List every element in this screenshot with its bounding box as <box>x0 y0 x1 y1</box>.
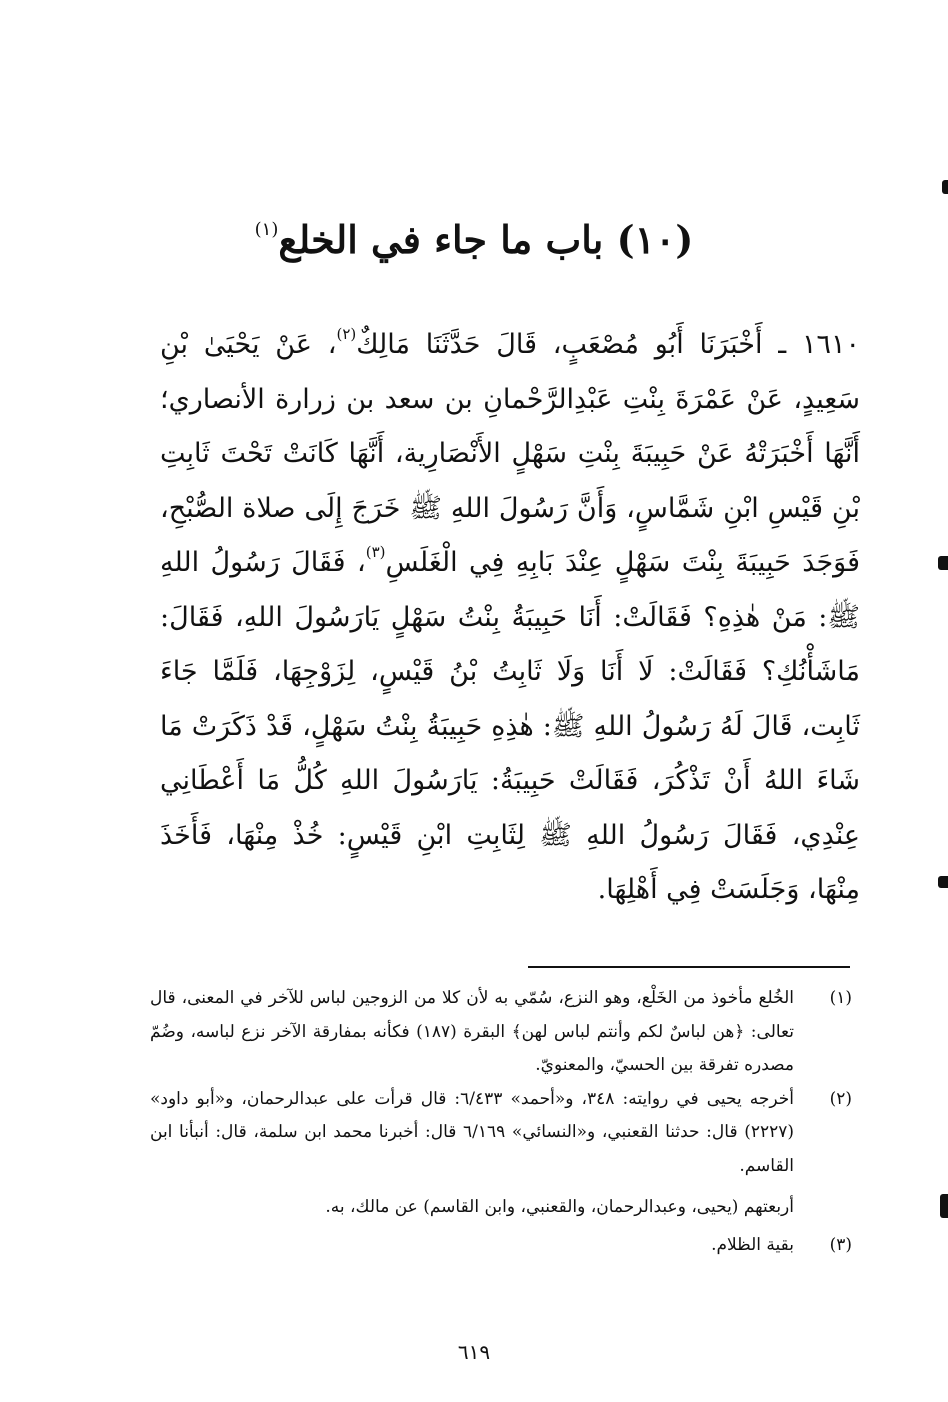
hadith-footnote-ref-3: (٣) <box>365 543 386 561</box>
hadith-text <box>160 318 860 918</box>
footnote-1 <box>150 982 852 1083</box>
page-number: ٦١٩ <box>457 1340 491 1364</box>
footnote-2-continuation: أربعتهم (يحيى، وعبدالرحمان، والقعنبي، وابن القاسم) عن مالك، به. <box>325 1197 794 1217</box>
scan-edge-mark <box>942 180 948 194</box>
hadith-footnote-ref-2: (٢) <box>336 325 357 343</box>
scan-edge-mark <box>938 556 948 570</box>
footnote-number: (٣) <box>829 1234 852 1255</box>
hadith-text-part-2: ، عَنْ يَحْيَىٰ بْنِ سَعِيدٍ، عَنْ عَمْرَةَ بِنْتِ عَبْدِالرَّحْمانِ بن سعد بن زرارة الأنصاري؛ أَنَّهَا أَخْبَرَتْهُ عَنْ حَبِيبَةَ بِنْتِ سَهْلٍ الأَنْصَارِية، أَنَّهَا كَانَتْ تَحْتَ ثَابِتِ بْنِ قَيْسِ ابْنِ شَمَّاسٍ، وَأَنَّ رَسُولَ اللهِ ﷺ خَرَجَ إِلَى صلاة الصُّبْحِ، فَوَجَدَ حَبِيبَةَ بِنْتَ سَهْلٍ عِنْدَ بَابِهِ فِي الْغَلَسِ <box>160 329 860 578</box>
footnote-3 <box>150 1229 852 1263</box>
footnote-divider <box>528 966 850 968</box>
footnote-number: (١) <box>829 988 852 1008</box>
footnote-text: الخُلع مأخوذ من الخَلْع، وهو النزع، سُمّي به لأن كلا من الزوجين لباس للآخر في المعنى، قال تعالى: ﴿هن لباسٌ لكم وأنتم لباس لهن﴾ البقرة (١٨٧) فكأنه بمفارقة الآخر نزع لباسه، وضُمّ مصدره تفرقة بين الحسيّ، والمعنويّ. <box>150 988 794 1075</box>
scan-edge-mark <box>938 876 948 888</box>
hadith-text-part-3: ، فَقَالَ رَسُولُ اللهِ ﷺ: مَنْ هٰذِهِ؟ فَقَالَتْ: أَنَا حَبِيبَةُ بِنْتُ سَهْلٍ يَارَسُولَ اللهِ، فَقَالَ: مَاشَأْنُكِ؟ فَقَالَتْ: لَا أَنَا وَلَا ثَابِتُ بْنُ قَيْسٍ، لِزَوْجِهَا، فَلَمَّا جَاءَ ثَابِت، قَالَ لَهُ رَسُولُ اللهِ ﷺ: هٰذِهِ حَبِيبَةُ بِنْتُ سَهْلٍ، قَدْ ذَكَرَتْ مَا شَاءَ اللهُ أَنْ تَذْكُرَ، فَقَالَتْ حَبِيبَةُ: يَارَسُولَ اللهِ كُلُّ مَا أَعْطَانِي عِنْدِي، فَقَالَ رَسُولُ اللهِ ﷺ لِثَابِتِ ابْنِ قَيْسٍ: خُذْ مِنْهَا، فَأَخَذَ مِنْهَا، وَجَلَسَتْ فِي أَهْلِهَا. <box>160 547 860 905</box>
hadith-text-part-1: ١٦١٠ ـ أَخْبَرَنَا أَبُو مُصْعَبٍ، قَالَ حَدَّثَنَا مَالِكٌ <box>356 329 861 360</box>
chapter-title-text: (١٠) باب ما جاء في الخلع <box>278 217 694 262</box>
footnote-number: (٢) <box>829 1088 852 1109</box>
footnote-text: أخرجه يحيى في روايته: ٣٤٨، و«أحمد» ٦/٤٣٣: قال قرأت على عبدالرحمان، و«أبو داود» (٢٢٢٧) قال: حدثنا القعنبي، و«النسائي» ٦/١٦٩ قال: أخبرنا محمد ابن سلمة، قال: أنبأنا ابن القاسم. <box>150 1088 795 1176</box>
footnotes-section <box>150 982 852 1262</box>
scan-edge-mark <box>940 1194 948 1218</box>
footnote-2 <box>150 1083 852 1184</box>
chapter-title <box>0 200 948 270</box>
chapter-footnote-ref: (١) <box>254 219 279 240</box>
footnote-text: بقية الظلام. <box>711 1234 794 1255</box>
